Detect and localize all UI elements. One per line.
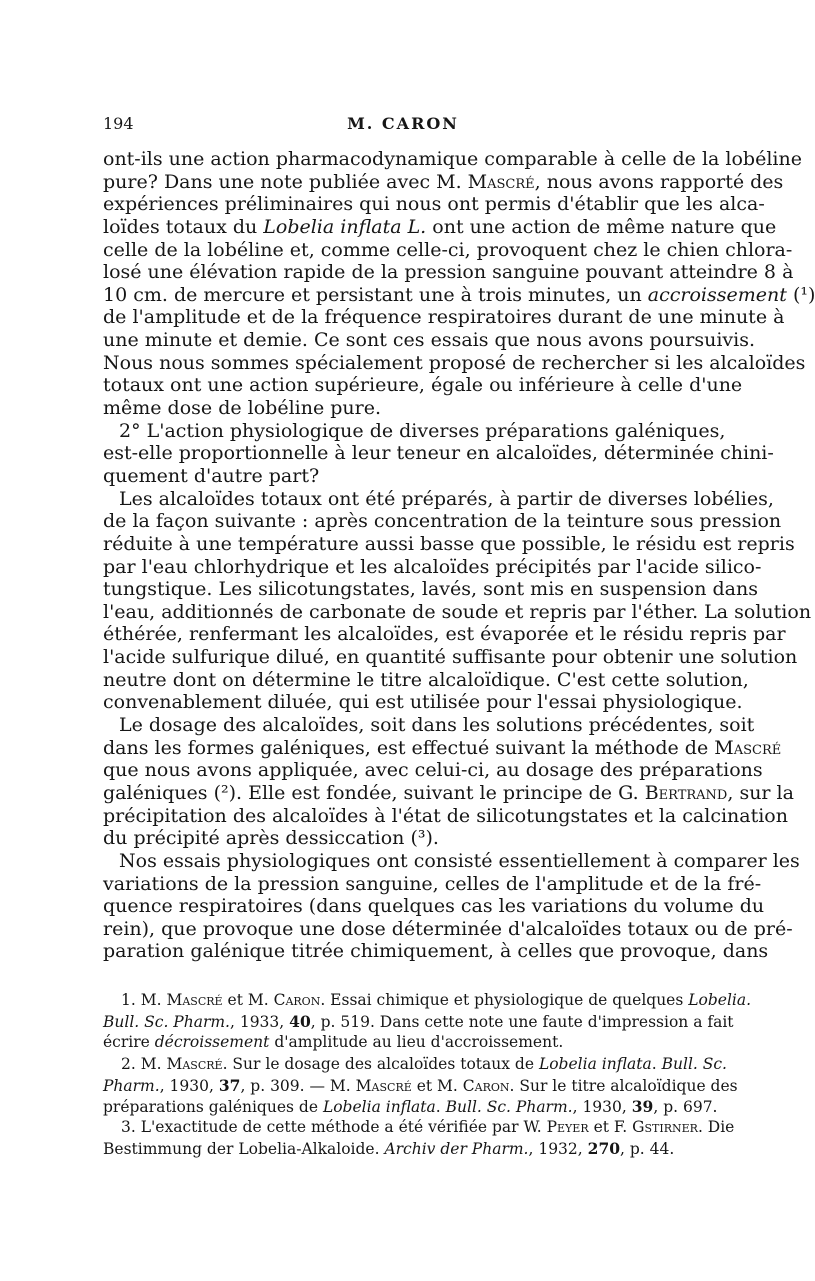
- footnote-3: 3. L'exactitude de cette méthode a été vérifiée par W. Peyer et F. Gstirner. Die: [121, 1118, 735, 1137]
- text-line: neutre dont on détermine le titre alcaloïdique. C'est cette solution,: [103, 668, 749, 691]
- text-line: l'eau, additionnés de carbonate de soude et repris par l'éther. La solution: [103, 600, 812, 623]
- text-line: même dose de lobéline pure.: [103, 397, 382, 420]
- footnote-1: 1. M. Mascré et M. Caron. Essai chimique et physiologique de quelques Lobelia.: [121, 991, 752, 1009]
- footnote-ref[interactable]: (²): [213, 781, 237, 804]
- text-line: Le dosage des alcaloïdes, soit dans les solutions précédentes, soit: [119, 714, 755, 737]
- text-line: paration galénique titrée chimiquement, à celles que provoque, dans: [103, 940, 769, 963]
- text-line: totaux ont une action supérieure, égale ou inférieure à celle d'une: [103, 374, 743, 397]
- footnotes: [103, 990, 752, 1160]
- text-line: Les alcaloïdes totaux ont été préparés, à partir de diverses lobélies,: [119, 487, 774, 510]
- author-name: Mascré,: [467, 170, 541, 193]
- text-line: que nous avons appliquée, avec celui-ci, au dosage des préparations: [103, 759, 763, 782]
- text-line: tungstique. Les silicotungstates, lavés, sont mis en suspension dans: [103, 578, 758, 601]
- text-line: une minute et demie. Ce sont ces essais que nous avons poursuivis.: [103, 329, 756, 352]
- text-line: l'acide sulfurique dilué, en quantité suffisante pour obtenir une solution: [103, 646, 798, 669]
- text-line: précipitation des alcaloïdes à l'état de silicotungstates et la calcination: [103, 804, 788, 827]
- text-line: expériences préliminaires qui nous ont permis d'établir que les alca-: [103, 193, 765, 216]
- text-line: celle de la lobéline et, comme celle-ci, provoquent chez le chien chlora-: [103, 238, 793, 261]
- footnote-ref[interactable]: (³): [410, 827, 433, 850]
- text-line: du précipité après dessiccation (³).: [103, 827, 439, 850]
- text-line: 2° L'action physiologique de diverses préparations galéniques,: [119, 419, 726, 442]
- page-number: 194: [103, 114, 134, 133]
- species-name: Lobelia inflata L.: [263, 215, 427, 238]
- text-line: par l'eau chlorhydrique et les alcaloïdes précipités par l'acide silico-: [103, 555, 762, 578]
- text-line: dans les formes galéniques, est effectué suivant la méthode de Mascré: [103, 736, 782, 759]
- text-line: galéniques (²). Elle est fondée, suivant le principe de G. Bertrand, sur la: [103, 781, 794, 804]
- text-line: Nous nous sommes spécialement proposé de rechercher si les alcaloïdes: [103, 351, 806, 374]
- footnote-2: 2. M. Mascré. Sur le dosage des alcaloïdes totaux de Lobelia inflata. Bull. Sc.: [121, 1054, 727, 1073]
- footnote-ref[interactable]: (¹): [792, 283, 815, 306]
- author-name: Mascré: [714, 736, 782, 759]
- text-line: quement d'autre part?: [103, 464, 320, 487]
- text-line: de l'amplitude et de la fréquence respiratoires durant de une minute à: [103, 306, 785, 329]
- footnote-line: Pharm., 1930, 37, p. 309. — M. Mascré et M. Caron. Sur le titre alcaloïdique des: [103, 1075, 738, 1095]
- text-line: réduite à une température aussi basse que possible, le résidu est repris: [103, 532, 795, 555]
- text-line: pure? Dans une note publiée avec M. Mascré, nous avons rapporté des: [103, 170, 784, 193]
- text-line: loïdes totaux du Lobelia inflata L. ont une action de même nature que: [103, 215, 777, 238]
- text-line: 10 cm. de mercure et persistant une à trois minutes, un accroissement (¹): [103, 283, 815, 306]
- footnote-line: Bestimmung der Lobelia-Alkaloide. Archiv der Pharm., 1932, 270, p. 44.: [103, 1139, 675, 1159]
- running-head: M. CARON: [347, 114, 459, 133]
- body-text: [103, 148, 815, 963]
- text-line: convenablement diluée, qui est utilisée pour l'essai physiologique.: [103, 691, 743, 714]
- text-line: losé une élévation rapide de la pression sanguine pouvant atteindre 8 à: [103, 261, 794, 284]
- author-name: Bertrand: [644, 781, 728, 804]
- footnote-line: écrire décroissement d'amplitude au lieu d'accroissement.: [103, 1033, 564, 1052]
- text-line: éthérée, renfermant les alcaloïdes, est évaporée et le résidu repris par: [103, 623, 786, 646]
- text-line: de la façon suivante : après concentration de la teinture sous pression: [103, 510, 782, 533]
- page-header: [103, 114, 703, 138]
- text-line: quence respiratoires (dans quelques cas les variations du volume du: [103, 895, 765, 918]
- emphasis: accroissement: [647, 283, 787, 306]
- footnote-line: Bull. Sc. Pharm., 1933, 40, p. 519. Dans cette note une faute d'impression a fait: [103, 1012, 734, 1032]
- text-line: rein), que provoque une dose déterminée d'alcaloïdes totaux ou de pré-: [103, 917, 793, 940]
- text-line: Nos essais physiologiques ont consisté essentiellement à comparer les: [119, 849, 800, 872]
- text-line: variations de la pression sanguine, celles de l'amplitude et de la fré-: [103, 872, 762, 895]
- footnote-line: préparations galéniques de Lobelia inflata. Bull. Sc. Pharm., 1930, 39, p. 697.: [103, 1096, 718, 1116]
- text-line: est-elle proportionnelle à leur teneur en alcaloïdes, déterminée chini-: [103, 442, 774, 465]
- text-line: ont-ils une action pharmacodynamique comparable à celle de la lobéline: [103, 148, 802, 170]
